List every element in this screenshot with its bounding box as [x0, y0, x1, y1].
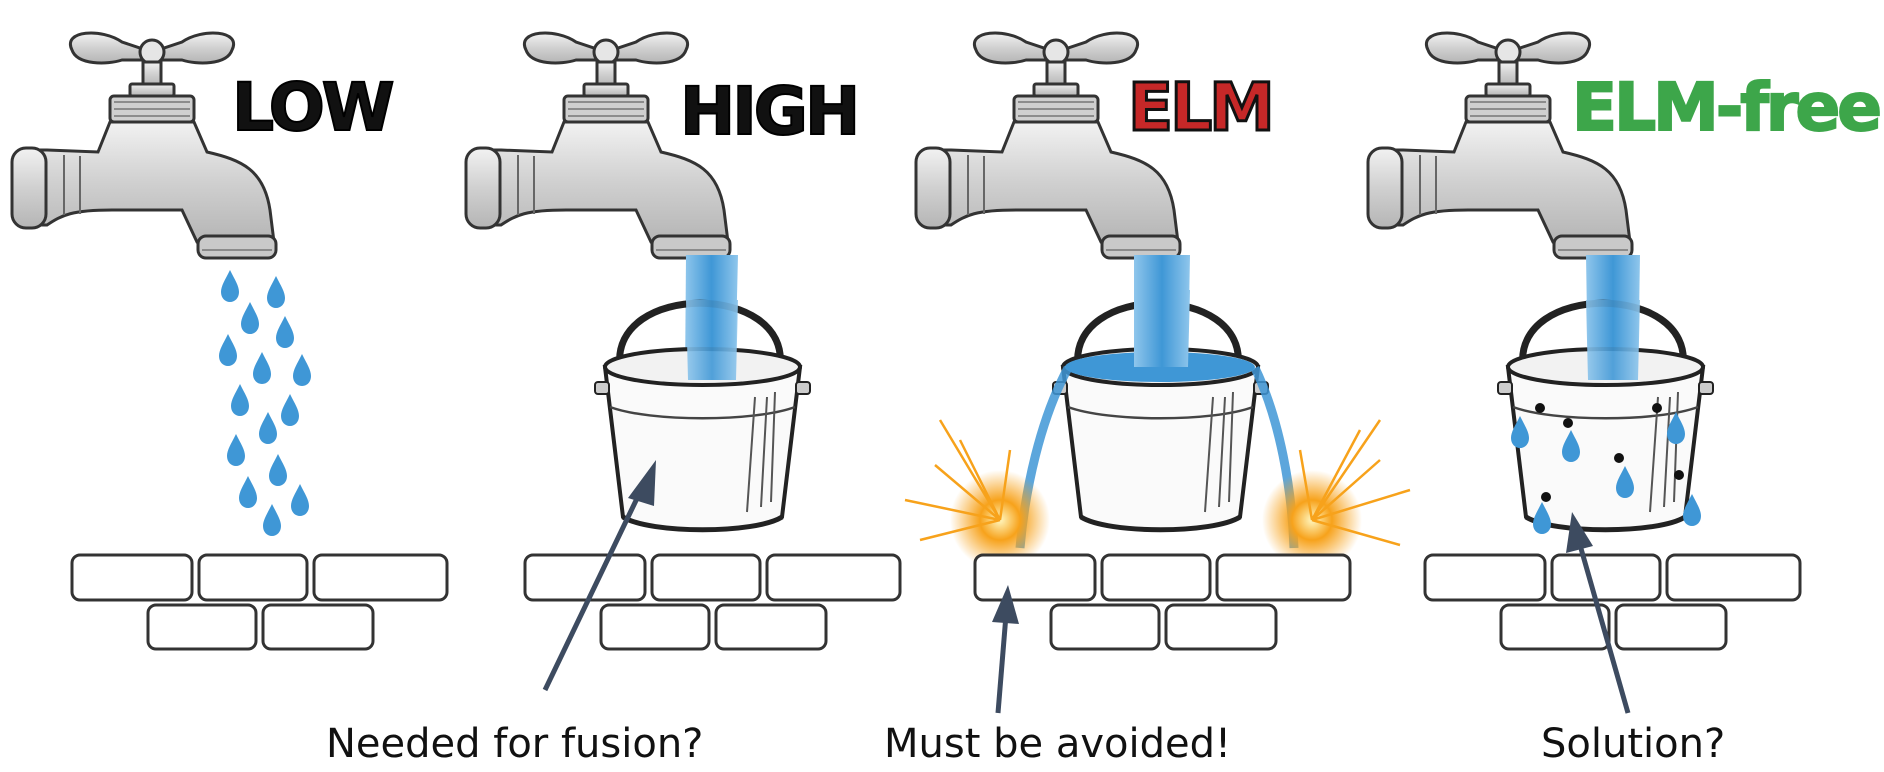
panel-elm [905, 33, 1410, 649]
water-drops [219, 270, 311, 536]
panel-elm-free [1368, 33, 1879, 649]
panel-title-elm-free: ELM-free [1572, 69, 1879, 146]
brick-wall-icon [72, 555, 447, 649]
panel-high [466, 33, 900, 649]
brick-wall-icon [525, 555, 900, 649]
caption-fusion: Needed for fusion? [326, 721, 704, 767]
spark-icon [905, 420, 1050, 570]
brick-wall-icon [1425, 555, 1800, 649]
panel-title-high: HIGH [680, 73, 858, 150]
panel-title-elm: ELM [1128, 69, 1272, 146]
panel-title-low: LOW [232, 69, 392, 146]
brick-wall-icon [975, 555, 1350, 649]
caption-avoided: Must be avoided! [884, 721, 1232, 767]
panel-low [12, 33, 447, 649]
caption-solution: Solution? [1541, 721, 1726, 767]
arrow-avoided [992, 585, 1019, 713]
